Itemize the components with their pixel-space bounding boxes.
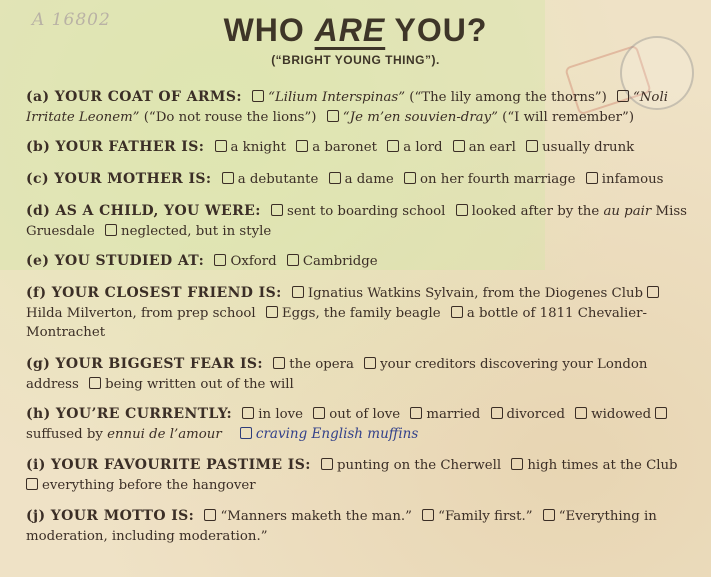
question-label: (h) YOU’RE CURRENTLY: xyxy=(26,406,233,422)
option-text: looked after by the xyxy=(471,204,604,219)
question-label: (b) YOUR FATHER IS: xyxy=(26,139,205,155)
option-text: suffused by xyxy=(26,426,108,442)
option-text: “Noli xyxy=(633,90,668,105)
checkbox[interactable] xyxy=(321,458,333,470)
option-text: married xyxy=(426,407,481,422)
option-text: Cambridge xyxy=(302,254,378,269)
checkbox[interactable] xyxy=(410,407,422,419)
option-text: punting on the Cherwell xyxy=(337,458,502,473)
checkbox[interactable] xyxy=(647,286,659,298)
option-text: “Je m’en souvien-dray” xyxy=(342,109,498,125)
checkbox[interactable] xyxy=(105,224,117,236)
option-text: au pair xyxy=(603,204,652,219)
option-text: Hilda Milverton, from prep school xyxy=(26,305,256,321)
checkbox[interactable] xyxy=(215,140,227,152)
question-d xyxy=(26,202,691,241)
checkbox[interactable] xyxy=(204,509,216,521)
question-i xyxy=(26,456,691,495)
handwritten-answer: craving English muffins xyxy=(255,425,419,442)
option-text: the opera xyxy=(289,357,354,372)
question-label: (e) YOU STUDIED AT: xyxy=(26,253,205,269)
title-word-1: WHO xyxy=(223,12,305,48)
option-text: “Everything in moderation, including moderation.” xyxy=(26,509,657,544)
question-g xyxy=(26,355,691,394)
option-text: ennui de l’amour xyxy=(107,426,222,442)
checkbox[interactable] xyxy=(456,204,468,216)
option-text: “Family first.” xyxy=(438,509,533,524)
question-j xyxy=(26,507,691,546)
question-e xyxy=(26,252,691,272)
checkbox[interactable] xyxy=(526,140,538,152)
option-text: a baronet xyxy=(312,140,377,155)
option-text: (“Do not rouse the lions”) xyxy=(139,109,317,125)
question-b xyxy=(26,138,691,158)
checkbox[interactable] xyxy=(329,172,341,184)
checkbox[interactable] xyxy=(273,357,285,369)
question-label: (g) YOUR BIGGEST FEAR IS: xyxy=(26,356,263,372)
question-label: (a) YOUR COAT OF ARMS: xyxy=(26,89,242,105)
option-text: a lord xyxy=(403,140,443,155)
checkbox[interactable] xyxy=(26,478,38,490)
option-text: “Lilium Interspinas” xyxy=(268,90,406,105)
checkbox[interactable] xyxy=(266,306,278,318)
checkbox[interactable] xyxy=(453,140,465,152)
page-title xyxy=(0,12,711,49)
question-f xyxy=(26,284,691,343)
option-text: (“The lily among the thorns”) xyxy=(405,90,607,105)
option-text: being written out of the will xyxy=(105,376,294,392)
option-text: Ignatius Watkins Sylvain, from the Diogenes Club xyxy=(307,286,644,301)
option-text: divorced xyxy=(506,407,565,422)
question-c xyxy=(26,170,691,190)
checkbox[interactable] xyxy=(575,407,587,419)
checkbox[interactable] xyxy=(387,140,399,152)
option-text: Oxford xyxy=(230,254,277,269)
option-text: a bottle of 1811 Chevalier-Montrachet xyxy=(26,305,648,340)
question-label: (i) YOUR FAVOURITE PASTIME IS: xyxy=(26,457,311,473)
option-text: “Manners maketh the man.” xyxy=(220,509,412,524)
question-label: (f) YOUR CLOSEST FRIEND IS: xyxy=(26,285,282,301)
checkbox[interactable] xyxy=(451,306,463,318)
option-text: Eggs, the family beagle xyxy=(281,305,441,321)
checkbox[interactable] xyxy=(655,407,667,419)
option-text: (“I will remember”) xyxy=(497,109,635,125)
option-text: Miss Gruesdale xyxy=(26,204,687,239)
option-text: a dame xyxy=(344,172,394,187)
checkbox[interactable] xyxy=(313,407,325,419)
option-text: everything before the hangover xyxy=(42,477,256,493)
pencil-mark: A 16802 xyxy=(32,10,111,30)
option-text: on her fourth marriage xyxy=(419,172,576,187)
checkbox[interactable] xyxy=(586,172,598,184)
checkbox[interactable] xyxy=(543,509,555,521)
option-text: in love xyxy=(258,407,303,422)
option-text: a debutante xyxy=(237,172,319,187)
option-text: sent to boarding school xyxy=(287,204,446,219)
question-label: (c) YOUR MOTHER IS: xyxy=(26,171,212,187)
option-text: widowed xyxy=(591,407,652,422)
option-text: Irritate Leonem” xyxy=(26,109,140,125)
checkbox[interactable] xyxy=(292,286,304,298)
question-a xyxy=(26,88,691,127)
title-word-2: YOU? xyxy=(394,12,488,48)
question-label: (j) YOUR MOTTO IS: xyxy=(26,508,195,524)
question-h xyxy=(26,405,691,444)
checkbox[interactable] xyxy=(222,172,234,184)
checkbox[interactable] xyxy=(422,509,434,521)
handwritten-checkbox[interactable] xyxy=(240,427,252,439)
option-text: infamous xyxy=(601,172,664,187)
checkbox[interactable] xyxy=(364,357,376,369)
checkbox[interactable] xyxy=(89,377,101,389)
checkbox[interactable] xyxy=(491,407,503,419)
page-subtitle: (“BRIGHT YOUNG THING”). xyxy=(271,53,440,67)
title-emphasis: ARE xyxy=(314,12,386,48)
checkbox[interactable] xyxy=(242,407,254,419)
option-text: an earl xyxy=(468,140,516,155)
checkbox[interactable] xyxy=(287,254,299,266)
option-text: neglected, but in style xyxy=(121,223,272,239)
checkbox[interactable] xyxy=(404,172,416,184)
option-text: usually drunk xyxy=(542,140,635,155)
option-text: high times at the Club xyxy=(527,458,678,473)
checkbox[interactable] xyxy=(296,140,308,152)
checkbox[interactable] xyxy=(617,90,629,102)
checkbox[interactable] xyxy=(214,254,226,266)
option-text: a knight xyxy=(230,140,286,155)
option-text: out of love xyxy=(329,407,401,422)
checkbox[interactable] xyxy=(511,458,523,470)
checkbox[interactable] xyxy=(327,110,339,122)
question-label: (d) AS A CHILD, YOU WERE: xyxy=(26,203,261,219)
option-text: your creditors discovering your London address xyxy=(26,357,648,392)
checkbox[interactable] xyxy=(252,90,264,102)
checkbox[interactable] xyxy=(271,204,283,216)
